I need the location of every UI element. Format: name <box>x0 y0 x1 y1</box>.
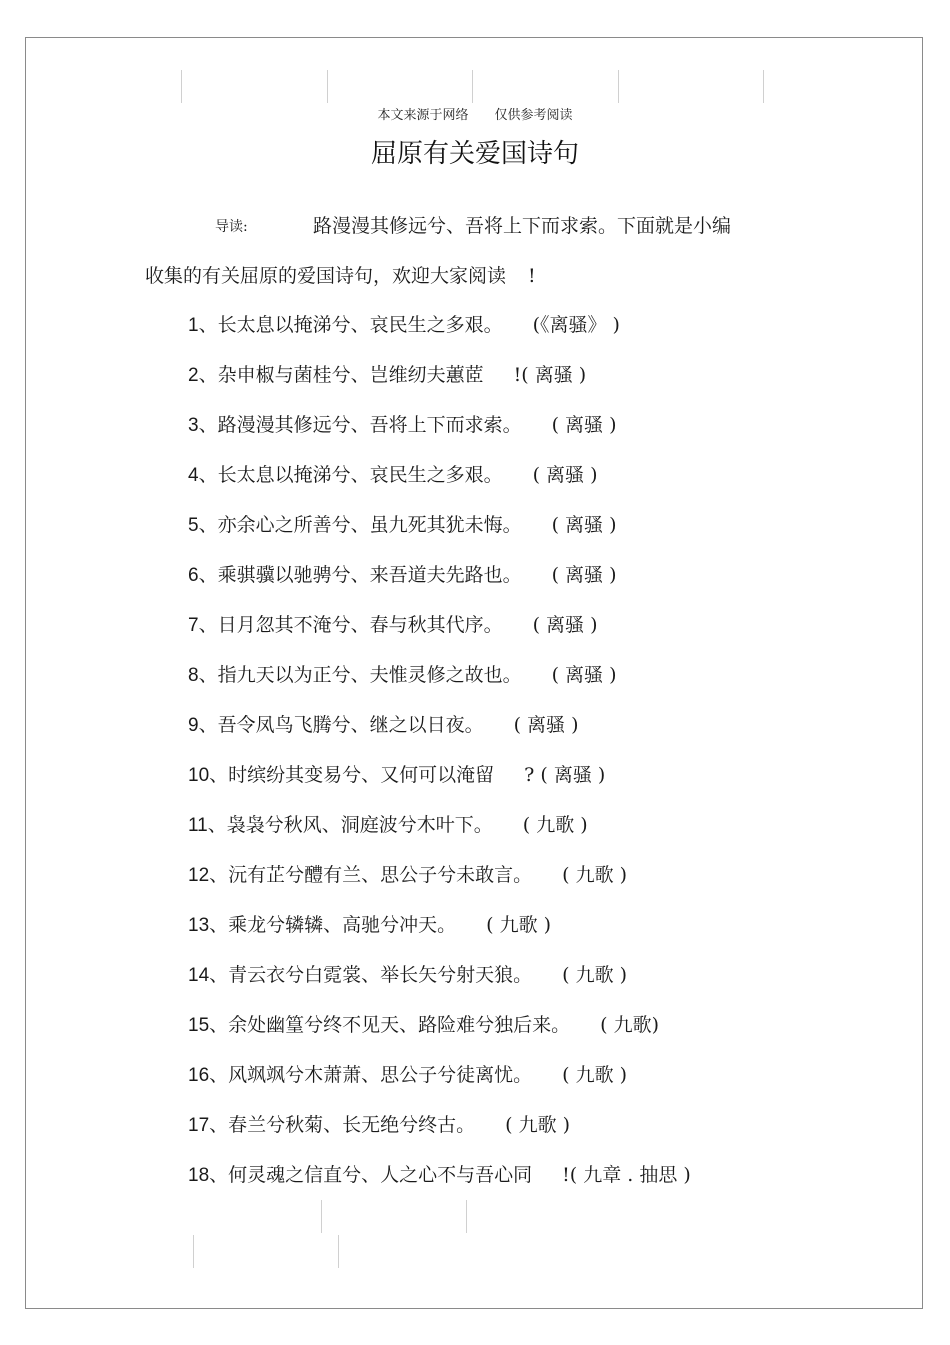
item-text: 春兰兮秋菊、长无绝兮终古。 <box>228 1114 476 1136</box>
intro-text-line2-end: ! <box>528 265 536 287</box>
item-source: ( 离骚 ) <box>532 464 598 486</box>
item-text: 青云衣兮白霓裳、举长矢兮射天狼。 <box>228 964 533 986</box>
item-number: 4 <box>188 465 199 486</box>
item-text: 长太息以掩涕兮、哀民生之多艰。 <box>217 464 503 486</box>
list-item: 14、青云衣兮白霓裳、举长矢兮射天狼。 ( 九歌 ) <box>188 960 691 1010</box>
item-number: 3 <box>188 415 199 436</box>
divider-line <box>338 1235 339 1268</box>
item-text: 乘龙兮辚辚、高驰兮冲天。 <box>228 914 457 936</box>
item-source: ( 离骚 ) <box>551 564 617 586</box>
source-note <box>0 104 950 123</box>
intro-label: 导读: <box>215 219 248 235</box>
item-text: 沅有芷兮醴有兰、思公子兮未敢言。 <box>228 864 533 886</box>
poem-list <box>188 310 691 1210</box>
list-item: 3、路漫漫其修远兮、吾将上下而求索。 ( 离骚 ) <box>188 410 691 460</box>
item-source: ( 离骚 ) <box>513 714 579 736</box>
item-text: 路漫漫其修远兮、吾将上下而求索。 <box>217 414 522 436</box>
item-text: 乘骐骥以驰骋兮、来吾道夫先路也。 <box>217 564 522 586</box>
list-item: 11、袅袅兮秋风、洞庭波兮木叶下。 ( 九歌 ) <box>188 810 691 860</box>
page-title: 屈原有关爱国诗句 <box>370 139 579 169</box>
item-number: 9 <box>188 715 199 736</box>
item-number: 6 <box>188 565 199 586</box>
list-item: 18、何灵魂之信直兮、人之心不与吾心同 !( 九章 . 抽思 ) <box>188 1160 691 1210</box>
item-number: 2 <box>188 365 199 386</box>
list-item: 8、指九天以为正兮、夫惟灵修之故也。 ( 离骚 ) <box>188 660 691 710</box>
item-text: 日月忽其不淹兮、春与秋其代序。 <box>217 614 503 636</box>
divider-line <box>618 70 619 103</box>
intro-text-line2-body: 收集的有关屈原的爱国诗句，欢迎大家阅读 <box>145 265 507 287</box>
item-number: 18 <box>188 1165 210 1186</box>
item-number: 1 <box>188 315 199 336</box>
item-number: 8 <box>188 665 199 686</box>
list-item: 5、亦余心之所善兮、虽九死其犹未悔。 ( 离骚 ) <box>188 510 691 560</box>
item-source: ( 九歌 ) <box>562 864 628 886</box>
item-text: 指九天以为正兮、夫惟灵修之故也。 <box>217 664 522 686</box>
item-text: 袅袅兮秋风、洞庭波兮木叶下。 <box>226 814 493 836</box>
divider-line <box>472 70 473 103</box>
item-number: 16 <box>188 1065 210 1086</box>
list-item: 15、余处幽篁兮终不见天、路险难兮独后来。 ( 九歌) <box>188 1010 691 1060</box>
item-source: ( 九歌 ) <box>505 1114 571 1136</box>
source-note-disclaimer: 仅供参考阅读 <box>494 108 573 123</box>
list-item: 6、乘骐骥以驰骋兮、来吾道夫先路也。 ( 离骚 ) <box>188 560 691 610</box>
item-number: 11 <box>188 815 208 836</box>
item-number: 13 <box>188 915 210 936</box>
item-source: ? ( 离骚 ) <box>524 764 606 786</box>
item-source: ( 离骚 ) <box>551 514 617 536</box>
item-source: !( 九章 . 抽思 ) <box>562 1164 691 1186</box>
item-text: 风飒飒兮木萧萧、思公子兮徒离忧。 <box>228 1064 533 1086</box>
item-text: 余处幽篁兮终不见天、路险难兮独后来。 <box>228 1014 571 1036</box>
item-number: 14 <box>188 965 210 986</box>
item-text: 时缤纷其变易兮、又何可以淹留 <box>228 764 495 786</box>
list-item: 4、长太息以掩涕兮、哀民生之多艰。 ( 离骚 ) <box>188 460 691 510</box>
list-item: 16、风飒飒兮木萧萧、思公子兮徒离忧。 ( 九歌 ) <box>188 1060 691 1110</box>
list-item: 9、吾令凤鸟飞腾兮、继之以日夜。 ( 离骚 ) <box>188 710 691 760</box>
item-source: ( 九歌 ) <box>562 1064 628 1086</box>
list-item: 12、沅有芷兮醴有兰、思公子兮未敢言。 ( 九歌 ) <box>188 860 691 910</box>
item-source: ( 离骚 ) <box>551 414 617 436</box>
intro-text-line2 <box>145 261 536 288</box>
item-text: 杂申椒与菌桂兮、岂维纫夫蕙茝 <box>217 364 484 386</box>
list-item: 17、春兰兮秋菊、长无绝兮终古。 ( 九歌 ) <box>188 1110 691 1160</box>
item-number: 12 <box>188 865 210 886</box>
item-source: ( 九歌 ) <box>522 814 588 836</box>
list-item: 2、杂申椒与菌桂兮、岂维纫夫蕙茝 !( 离骚 ) <box>188 360 691 410</box>
item-source: ( 九歌 ) <box>486 914 552 936</box>
item-text: 吾令凤鸟飞腾兮、继之以日夜。 <box>217 714 484 736</box>
source-note-origin: 本文来源于网络 <box>377 108 469 123</box>
item-source: ( 九歌 ) <box>562 964 628 986</box>
divider-line <box>763 70 764 103</box>
item-source: ( 离骚 ) <box>532 614 598 636</box>
item-text: 亦余心之所善兮、虽九死其犹未悔。 <box>217 514 522 536</box>
list-item: 10、时缤纷其变易兮、又何可以淹留 ? ( 离骚 ) <box>188 760 691 810</box>
item-number: 10 <box>188 765 210 786</box>
list-item: 1、长太息以掩涕兮、哀民生之多艰。 (《离骚》 ) <box>188 310 691 360</box>
item-source: (《离骚》 ) <box>532 314 620 336</box>
divider-line <box>193 1235 194 1268</box>
item-number: 7 <box>188 615 199 636</box>
item-source: !( 离骚 ) <box>513 364 587 386</box>
list-item: 13、乘龙兮辚辚、高驰兮冲天。 ( 九歌 ) <box>188 910 691 960</box>
item-source: ( 离骚 ) <box>551 664 617 686</box>
divider-line <box>181 70 182 103</box>
divider-line <box>327 70 328 103</box>
item-number: 17 <box>188 1115 210 1136</box>
item-number: 15 <box>188 1015 210 1036</box>
item-text: 长太息以掩涕兮、哀民生之多艰。 <box>217 314 503 336</box>
list-item: 7、日月忽其不淹兮、春与秋其代序。 ( 离骚 ) <box>188 610 691 660</box>
intro-text-line1: 路漫漫其修远兮、吾将上下而求索。下面就是小编 <box>313 215 732 237</box>
item-text: 何灵魂之信直兮、人之心不与吾心同 <box>228 1164 533 1186</box>
item-source: ( 九歌) <box>600 1014 660 1036</box>
item-number: 5 <box>188 515 199 536</box>
